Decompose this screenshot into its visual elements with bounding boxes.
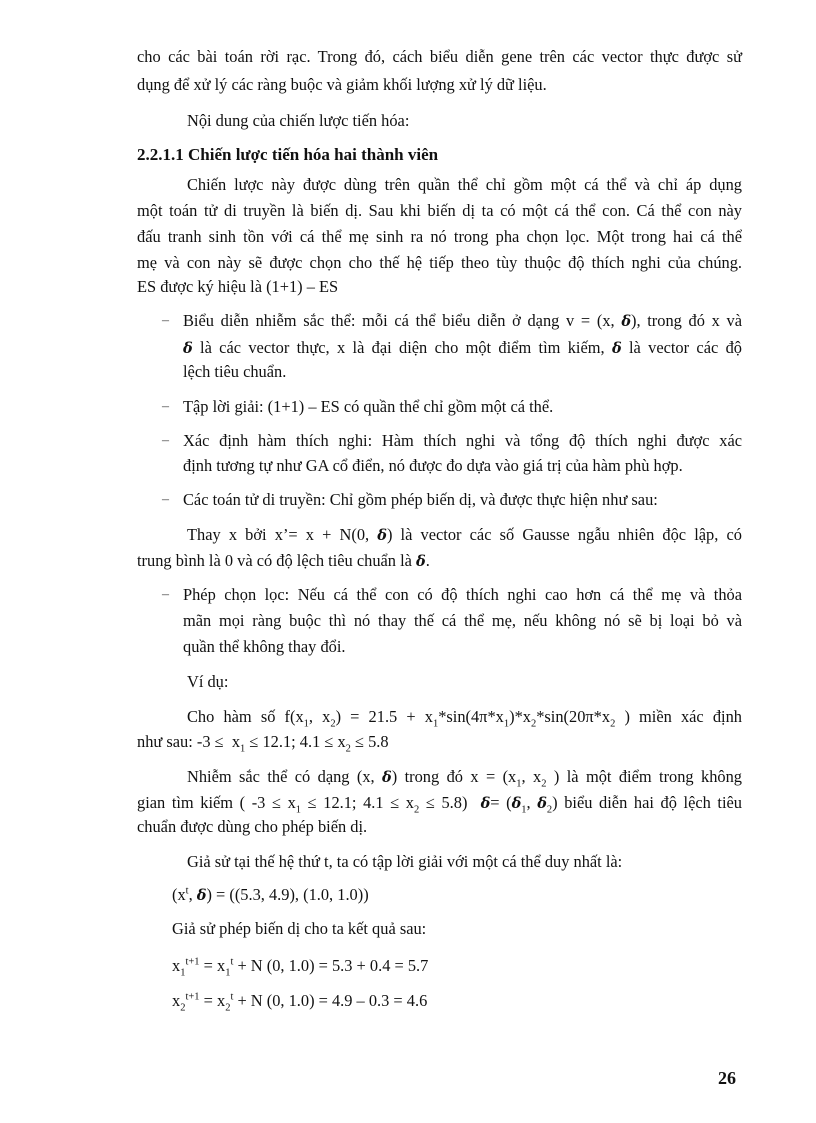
subscript: 2	[345, 743, 351, 755]
bullet-dash-icon: –	[162, 492, 169, 507]
text-span: là các vector thực, x là đại diện cho một điểm tìm kiếm,	[200, 338, 605, 357]
text-span: ≤ 5.8	[350, 732, 389, 751]
superscript: t	[185, 885, 189, 897]
text-span: ≤ 5.8)	[419, 793, 468, 812]
text-span: .	[425, 551, 430, 570]
bullet-dash-icon: –	[162, 587, 169, 602]
paragraph-line: cho các bài toán rời rạc. Trong đó, cách biểu diễn gene trên các vector thực được sử	[137, 47, 742, 66]
text-span: ,	[188, 885, 193, 904]
paragraph-line: Giả sử phép biến dị cho ta kết quả sau:	[172, 919, 427, 938]
paragraph-line	[137, 793, 742, 814]
paragraph-line	[187, 525, 742, 546]
bullet-dash-icon: –	[162, 433, 169, 448]
domain-line	[137, 732, 742, 755]
text-span: , x	[308, 707, 331, 726]
text-span: Cho hàm số f(x	[187, 707, 304, 726]
subscript: 2	[414, 804, 420, 816]
bullet-item-cont: lệch tiêu chuẩn.	[183, 362, 287, 381]
text-span: Biểu diễn nhiễm sắc thể: mỗi cá thể biểu diễn ở dạng v = (x,	[183, 311, 615, 330]
subscript: 2	[541, 778, 547, 790]
text-span: + N (0, 1.0) = 5.3 + 0.4 = 5.7	[233, 956, 429, 975]
text-span: )*x	[509, 707, 531, 726]
text-span: Thay x bởi x’= x + N(0,	[187, 525, 370, 544]
delta-symbol: δ	[382, 769, 392, 786]
subscript: 2	[225, 1002, 231, 1014]
text-span: *sin(20π*x	[536, 707, 611, 726]
delta-symbol: δ	[196, 887, 207, 904]
text-span: x	[172, 956, 181, 975]
subscript: 2	[330, 718, 336, 730]
text-span: ≤ 12.1; 4.1 ≤ x	[245, 732, 346, 751]
bullet-item-cont: mãn mọi ràng buộc thì nó thay thế cá thể mẹ, nếu không nó sẽ bị loại bỏ và	[183, 611, 742, 630]
bullet-item	[183, 311, 742, 332]
text-span: ) là vector các số Gausse ngẫu nhiên độc lập, có	[386, 525, 742, 544]
paragraph-line: đấu tranh sinh tồn với cá thể mẹ sinh ra nó trong pha chọn lọc. Một trong hai cá thể	[137, 227, 742, 246]
subscript: 1	[225, 967, 231, 979]
text-span: + N (0, 1.0) = 4.9 – 0.3 = 4.6	[233, 991, 428, 1010]
delta-symbol: δ	[511, 795, 522, 812]
subscript: 1	[516, 778, 522, 790]
subscript: 1	[180, 967, 186, 979]
text-span: x	[172, 991, 181, 1010]
intro-line: Nội dung của chiến lược tiến hóa:	[187, 111, 410, 130]
text-span: *sin(4π*x	[438, 707, 504, 726]
delta-symbol: δ	[537, 795, 547, 812]
paragraph-line: Chiến lược này được dùng trên quần thể chỉ gồm một cá thể và chỉ áp dụng	[187, 175, 742, 194]
paragraph-line	[137, 551, 742, 572]
equation-line	[172, 956, 777, 979]
delta-symbol: δ	[611, 340, 622, 357]
text-span: như sau: -3 ≤ x	[137, 732, 241, 751]
delta-symbol: δ	[377, 527, 387, 544]
subscript: 2	[546, 804, 553, 816]
superscript: t+1	[185, 991, 200, 1003]
text-span: ) biểu diễn hai độ lệch tiêu	[552, 793, 742, 812]
delta-symbol: δ	[621, 313, 631, 330]
text-span: ), trong đó x và	[631, 311, 742, 330]
subscript: 1	[303, 718, 309, 730]
section-heading: 2.2.1.1 Chiến lược tiến hóa hai thành viên	[137, 145, 439, 164]
superscript: t+1	[185, 956, 200, 968]
superscript: t	[230, 956, 234, 968]
text-span: = (	[490, 793, 512, 812]
text-span: ) là một điểm trong không	[553, 767, 743, 786]
delta-symbol: δ	[416, 553, 426, 570]
text-span: ) trong đó x = (x	[391, 767, 517, 786]
text-span: (x	[172, 885, 186, 904]
paragraph-line: ES được ký hiệu là (1+1) – ES	[137, 277, 339, 296]
bullet-item: Xác định hàm thích nghi: Hàm thích nghi và tổng độ thích nghi được xác	[183, 431, 742, 450]
paragraph-line: Giả sử tại thế hệ thứ t, ta có tập lời giải với một cá thể duy nhất là:	[187, 852, 623, 871]
bullet-item: Tập lời giải: (1+1) – ES có quần thể chỉ gồm một cá thể.	[183, 397, 554, 416]
paragraph-line: mẹ và con này sẽ được chọn cho thế hệ tiếp theo tùy thuộc độ thích nghi của chúng.	[137, 253, 742, 272]
paragraph-line: dụng để xử lý các ràng buộc và giảm khối lượng xử lý dữ liệu.	[137, 75, 547, 94]
subscript: 1	[240, 743, 246, 755]
bullet-item-cont	[183, 338, 742, 359]
paragraph-line: chuẩn được dùng cho phép biến dị.	[137, 817, 368, 836]
subscript: 2	[610, 718, 616, 730]
equation-line	[172, 991, 777, 1014]
delta-symbol: δ	[480, 795, 491, 812]
bullet-dash-icon: –	[162, 313, 169, 328]
text-span: trung bình là 0 và có độ lệch tiêu chuẩn là	[137, 551, 412, 570]
text-span: ) = ((5.3, 4.9), (1.0, 1.0))	[206, 885, 369, 904]
page-number: 26	[718, 1068, 736, 1088]
bullet-item: Các toán tử di truyền: Chỉ gồm phép biến dị, và được thực hiện như sau:	[183, 490, 658, 509]
subscript: 2	[180, 1002, 186, 1014]
subscript: 1	[295, 804, 302, 816]
bullet-dash-icon: –	[162, 399, 169, 414]
example-label: Ví dụ:	[187, 672, 229, 691]
bullet-item: Phép chọn lọc: Nếu cá thể con có độ thích nghi cao hơn cá thể mẹ và thỏa	[183, 585, 742, 604]
subscript: 2	[530, 718, 537, 730]
text-span: ) miền xác định	[624, 707, 742, 726]
text-span: = x	[199, 991, 226, 1010]
subscript: 1	[432, 718, 439, 730]
superscript: t	[230, 991, 234, 1003]
text-span: = x	[199, 956, 226, 975]
paragraph-line: một toán tử di truyền là biến dị. Sau khi biến dị ta có một cá thể con. Cá thể con này	[137, 201, 742, 220]
function-line	[187, 707, 742, 730]
subscript: 1	[521, 804, 527, 816]
state-line	[172, 885, 777, 906]
text-span: ,	[526, 793, 531, 812]
text-span: là vector các độ	[628, 338, 742, 357]
subscript: 1	[503, 718, 510, 730]
bullet-item-cont: quần thể không thay đổi.	[183, 637, 346, 656]
paragraph-line	[187, 767, 742, 788]
text-span: , x	[521, 767, 542, 786]
text-span: ) = 21.5 + x	[335, 707, 433, 726]
text-span: Nhiễm sắc thể có dạng (x,	[187, 767, 375, 786]
text-span: ≤ 12.1; 4.1 ≤ x	[301, 793, 414, 812]
bullet-item-cont: định tương tự như GA cổ điển, nó được đo dựa vào giá trị của hàm phù hợp.	[183, 456, 683, 475]
delta-symbol: δ	[183, 340, 193, 357]
text-span: gian tìm kiếm ( -3 ≤ x	[137, 793, 296, 812]
